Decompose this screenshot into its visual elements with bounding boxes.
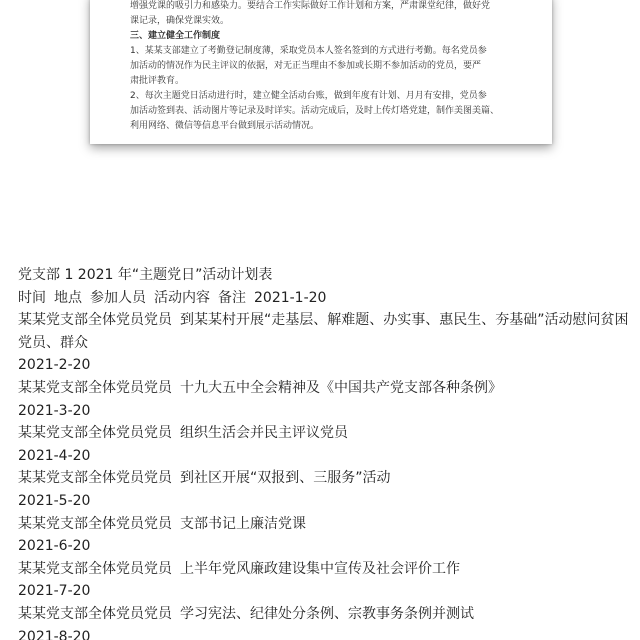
scan-line: 肃批评教育。 [130,76,185,86]
row-date: 2021-2-20 [18,357,91,374]
header-participants: 参加人员 [90,289,146,306]
scan-line: 课记录，确保党课实效。 [130,16,230,26]
row-content: 十九大五中全会精神及《中国共产党支部各种条例》 [180,379,502,396]
row-participants: 某某党支部全体党员党员 [18,605,172,622]
scan-line: 加活动的情况作为民主评议的依据，对无正当理由不参加或长期不参加活动的党员，要严 [130,61,482,71]
scan-line: 加活动签到表、活动图片等记录及时详实。活动完成后，及时上传灯塔党建，制作美图美篇、 [130,106,500,116]
header-notes: 备注 [218,289,246,306]
row-content: 到社区开展“双报到、三服务”活动 [180,470,391,487]
row-date: 2021-4-20 [18,447,91,464]
row-content: 组织生活会并民主评议党员 [180,425,348,442]
row-line [18,377,630,400]
row-participants: 某某党支部全体党员党员 [18,312,172,329]
row-content: 学习宪法、纪律处分条例、宗教事务条例并测试 [180,605,474,622]
header-content: 活动内容 [154,289,210,306]
row-participants: 某某党支部全体党员党员 [18,515,172,532]
row-date: 2021-8-20 [18,628,91,640]
row-line [18,513,630,536]
row-line [18,558,630,581]
row-date: 2021-3-20 [18,402,91,419]
row-date: 2021-7-20 [18,583,91,600]
section-heading: 三、建立健全工作制度 [130,31,221,41]
row-content: 上半年党风廉政建设集中宣传及社会评价工作 [180,560,460,577]
row-date: 2021-5-20 [18,492,91,509]
row-content: 到某某村开展“走基层、解难题、办实事、惠民生、夯基础”活动慰问贫困党员、群众 [18,312,629,351]
activity-plan-text [18,264,630,640]
row-participants: 某某党支部全体党员党员 [18,425,172,442]
header-location: 地点 [54,289,82,306]
row-participants: 某某党支部全体党员党员 [18,560,172,577]
row-line [18,603,630,626]
plan-title: 党支部 1 2021 年“主题党日”活动计划表 [18,267,273,283]
scan-line: 利用网络、微信等信息平台做到展示活动情况。 [130,121,320,131]
row-line [18,422,630,445]
scanned-document-text [130,0,522,134]
row-line [18,309,630,354]
scan-line: 1、某某支部建立了考勤登记制度薄，采取党员本人签名签到的方式进行考勤。每名党员参 [130,46,487,56]
header-time: 时间 [18,289,46,306]
scan-line: 增强党课的吸引力和感染力。要结合工作实际做好工作计划和方案，严肃课堂纪律，做好党 [130,1,491,11]
scan-line: 2、每次主题党日活动进行时，建立健全活动台账，做到年度有计划、月月有安排，党员参 [130,91,487,101]
row-line [18,467,630,490]
row-participants: 某某党支部全体党员党员 [18,470,172,487]
row-date: 2021-1-20 [254,289,327,306]
row-content: 支部书记上廉洁党课 [180,515,306,532]
scanned-document-page [90,0,552,144]
plan-header-line [18,287,630,310]
row-date: 2021-6-20 [18,538,91,555]
row-participants: 某某党支部全体党员党员 [18,379,172,396]
